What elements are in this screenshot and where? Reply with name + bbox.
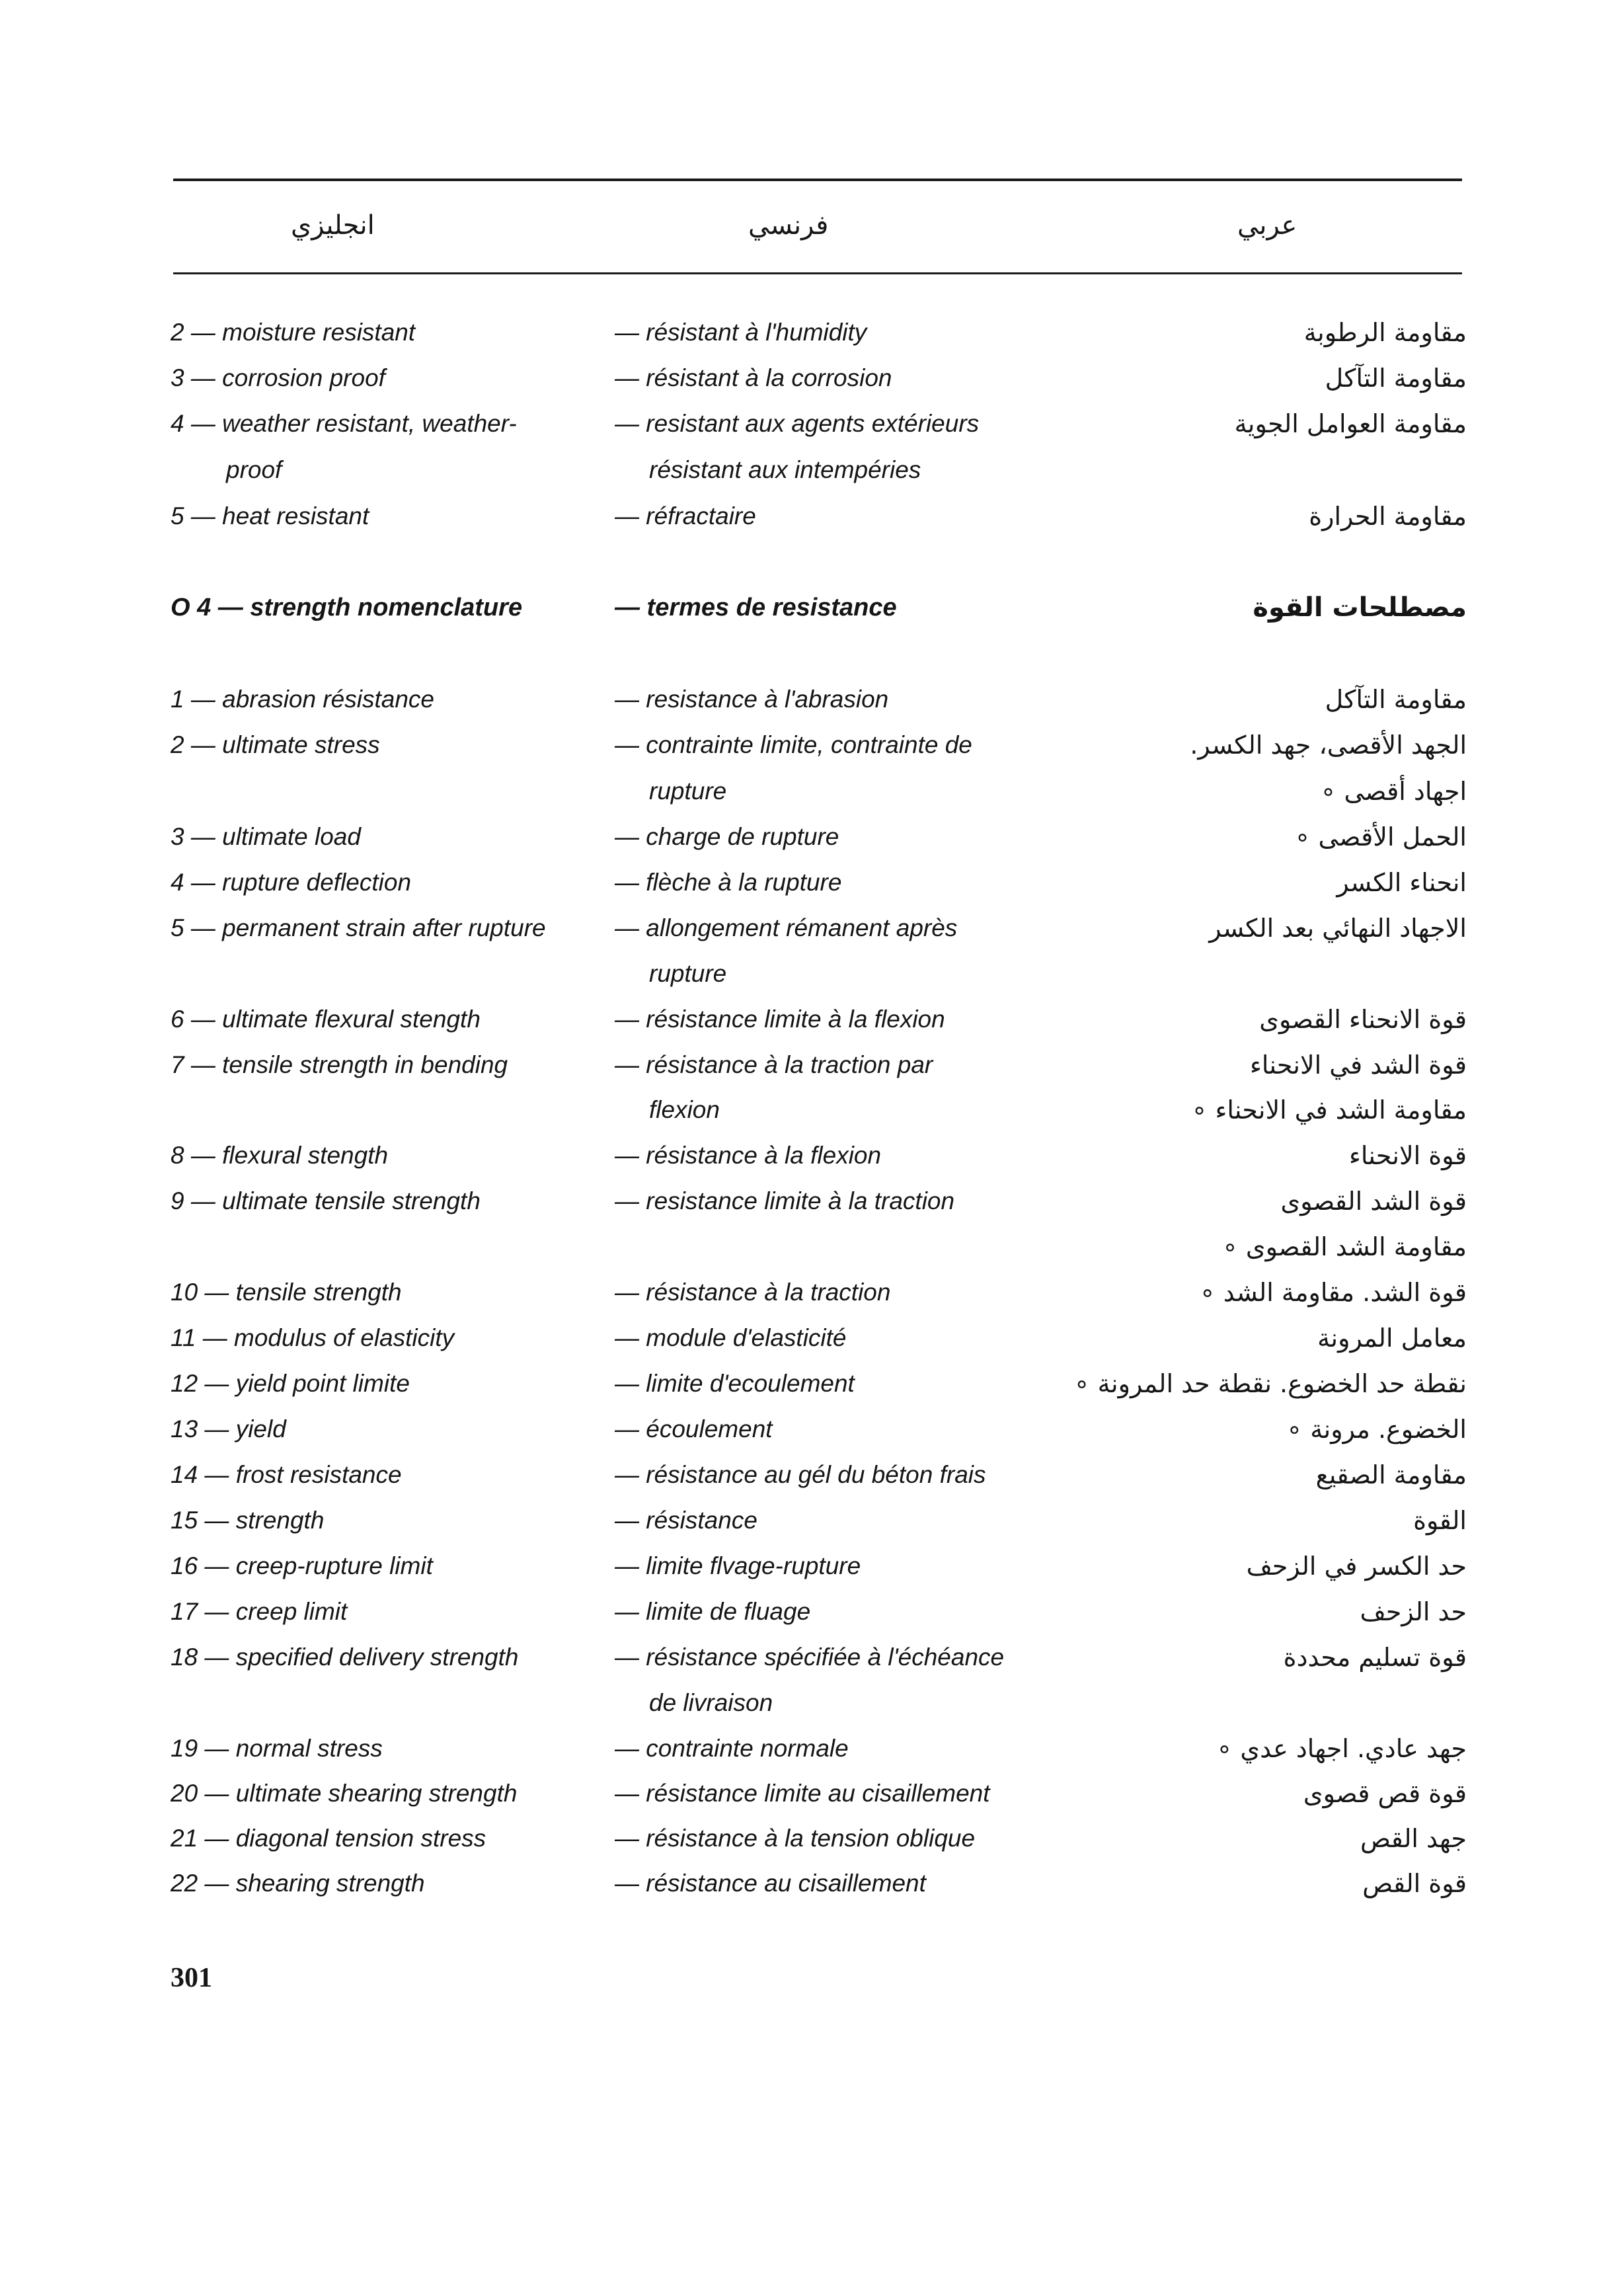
french-term: flexion (649, 1096, 720, 1123)
glossary-row (0, 1271, 1624, 1314)
english-term: 13 — yield (171, 1415, 286, 1443)
column-header-french: فرنسي (748, 210, 829, 241)
french-term: — résistance limite au cisaillement (615, 1780, 990, 1807)
french-term: — module d'elasticité (615, 1324, 847, 1351)
glossary-row (0, 1544, 1624, 1588)
english-term: 5 — permanent strain after rupture (171, 914, 546, 941)
glossary-row (0, 1225, 1624, 1269)
french-term: de livraison (649, 1689, 773, 1716)
french-term: — charge de rupture (615, 823, 839, 850)
arabic-term: قوة الشد. مقاومة الشد ∘ (1199, 1278, 1467, 1307)
french-term: — résistance à la traction par (615, 1051, 933, 1078)
glossary-row (0, 1453, 1624, 1497)
english-term: 5 — heat resistant (171, 502, 369, 530)
english-term: 4 — weather resistant, weather- (171, 410, 517, 437)
arabic-term: قوة القص (1362, 1869, 1467, 1898)
english-term: 7 — tensile strength in bending (171, 1051, 508, 1078)
english-term: 1 — abrasion résistance (171, 686, 434, 713)
glossary-row (0, 1772, 1624, 1815)
arabic-term: قوة الشد في الانحناء (1249, 1050, 1467, 1080)
french-term: — résistance à la flexion (615, 1142, 882, 1169)
glossary-row (0, 1179, 1624, 1223)
arabic-term: مقاومة الرطوبة (1303, 318, 1467, 347)
french-term: résistant aux intempéries (649, 456, 921, 483)
arabic-term: قوة قص قصوى (1303, 1779, 1467, 1808)
french-term: — résistance (615, 1507, 757, 1534)
french-term: — limite de fluage (615, 1598, 811, 1625)
section-heading-row (0, 586, 1624, 629)
french-term: — écoulement (615, 1415, 773, 1443)
arabic-term: مقاومة الحرارة (1309, 502, 1467, 531)
french-term: — résistance spécifiée à l'échéance (615, 1643, 1005, 1671)
english-term: 17 — creep limit (171, 1598, 348, 1625)
english-term: 6 — ultimate flexural stength (171, 1006, 481, 1033)
french-term: — résistance au cisaillement (615, 1870, 926, 1897)
arabic-term: الجهد الأقصى، جهد الكسر. (1190, 731, 1467, 760)
section-heading-french: — termes de resistance (615, 594, 897, 621)
arabic-term: نقطة حد الخضوع. نقطة حد المرونة ∘ (1073, 1369, 1467, 1398)
glossary-row (0, 1636, 1624, 1679)
arabic-term: اجهاد أقصى ∘ (1320, 777, 1467, 806)
glossary-row (0, 815, 1624, 859)
glossary-row (0, 448, 1624, 492)
english-term: 14 — frost resistance (171, 1461, 402, 1488)
english-term: 4 — rupture deflection (171, 869, 412, 896)
english-term: 11 — modulus of elasticity (171, 1324, 455, 1351)
arabic-term: قوة الشد القصوى (1280, 1187, 1467, 1216)
arabic-term: حد الزحف (1360, 1597, 1467, 1626)
arabic-term: قوة تسليم محددة (1283, 1643, 1467, 1672)
arabic-term: مقاومة التآكل (1325, 364, 1467, 393)
french-term: — limite d'ecoulement (615, 1370, 855, 1397)
english-term: 8 — flexural stength (171, 1142, 389, 1169)
arabic-term: حد الكسر في الزحف (1246, 1552, 1467, 1581)
arabic-term: قوة الانحناء القصوى (1259, 1005, 1467, 1034)
glossary-row (0, 311, 1624, 354)
section-heading-english: O 4 — strength nomenclature (171, 594, 523, 621)
arabic-term: جهد عادي. اجهاد عدي ∘ (1216, 1734, 1467, 1763)
glossary-row (0, 998, 1624, 1041)
arabic-term: مقاومة التآكل (1325, 685, 1467, 714)
glossary-row (0, 723, 1624, 767)
french-term: — contrainte normale (615, 1735, 849, 1762)
arabic-term: الاجهاد النهائي بعد الكسر (1209, 914, 1467, 943)
glossary-row (0, 495, 1624, 538)
english-term: 20 — ultimate shearing strength (171, 1780, 518, 1807)
english-term: 19 — normal stress (171, 1735, 383, 1762)
glossary-row (0, 1088, 1624, 1132)
column-header-arabic: عربي (1237, 210, 1297, 241)
glossary-row (0, 1817, 1624, 1860)
french-term: — résistance au gél du béton frais (615, 1461, 986, 1488)
glossary-row (0, 952, 1624, 996)
arabic-term: القوة (1413, 1506, 1467, 1535)
french-term: — réfractaire (615, 502, 756, 530)
glossary-row (0, 1134, 1624, 1177)
french-term: — resistant aux agents extérieurs (615, 410, 980, 437)
french-term: — résistant à l'humidity (615, 319, 867, 346)
english-term: 3 — corrosion proof (171, 364, 385, 391)
french-term: — allongement rémanent après (615, 914, 958, 941)
french-term: — limite flvage-rupture (615, 1552, 861, 1579)
arabic-term: انحناء الكسر (1336, 868, 1467, 897)
english-term: 2 — ultimate stress (171, 731, 380, 758)
glossary-row (0, 906, 1624, 950)
arabic-term: مقاومة الصقيع (1315, 1460, 1467, 1489)
french-term: rupture (649, 777, 727, 805)
english-term: proof (226, 456, 282, 483)
glossary-row (0, 678, 1624, 721)
french-term: — resistance à l'abrasion (615, 686, 889, 713)
french-term: — resistance limite à la traction (615, 1187, 955, 1214)
arabic-term: مقاومة الشد في الانحناء ∘ (1191, 1095, 1467, 1125)
french-term: — résistance à la tension oblique (615, 1825, 976, 1852)
arabic-term: جهد القص (1360, 1824, 1467, 1853)
french-term: rupture (649, 960, 727, 987)
glossary-row (0, 1316, 1624, 1360)
arabic-term: مقاومة الشد القصوى ∘ (1222, 1232, 1467, 1261)
french-term: — flèche à la rupture (615, 869, 842, 896)
english-term: 12 — yield point limite (171, 1370, 410, 1397)
french-term: — résistance à la traction (615, 1279, 891, 1306)
glossary-row (0, 770, 1624, 813)
french-term: — résistant à la corrosion (615, 364, 892, 391)
arabic-term: قوة الانحناء (1348, 1141, 1467, 1170)
page-number: 301 (171, 1963, 212, 1993)
glossary-row (0, 1590, 1624, 1634)
arabic-term: معامل المرونة (1317, 1324, 1467, 1353)
arabic-term: الحمل الأقصى ∘ (1294, 822, 1467, 851)
english-term: 18 — specified delivery strength (171, 1643, 519, 1671)
glossary-row (0, 356, 1624, 400)
glossary-row (0, 1407, 1624, 1451)
glossary-row (0, 1727, 1624, 1770)
english-term: 10 — tensile strength (171, 1279, 402, 1306)
english-term: 3 — ultimate load (171, 823, 361, 850)
arabic-term: مقاومة العوامل الجوية (1234, 409, 1467, 438)
glossary-row (0, 402, 1624, 446)
column-header-english: انجليزي (291, 210, 375, 241)
glossary-row (0, 1499, 1624, 1542)
english-term: 2 — moisture resistant (171, 319, 416, 346)
english-term: 22 — shearing strength (171, 1870, 425, 1897)
section-heading-arabic: مصطلحات القوة (1253, 592, 1467, 623)
french-term: — résistance limite à la flexion (615, 1006, 945, 1033)
glossary-row (0, 1862, 1624, 1905)
english-term: 21 — diagonal tension stress (171, 1825, 486, 1852)
glossary-row (0, 861, 1624, 904)
english-term: 9 — ultimate tensile strength (171, 1187, 481, 1214)
english-term: 15 — strength (171, 1507, 325, 1534)
arabic-term: الخضوع. مرونة ∘ (1286, 1415, 1467, 1444)
french-term: — contrainte limite, contrainte de (615, 731, 972, 758)
glossary-row (0, 1681, 1624, 1725)
glossary-row (0, 1043, 1624, 1087)
english-term: 16 — creep-rupture limit (171, 1552, 433, 1579)
glossary-row (0, 1362, 1624, 1405)
